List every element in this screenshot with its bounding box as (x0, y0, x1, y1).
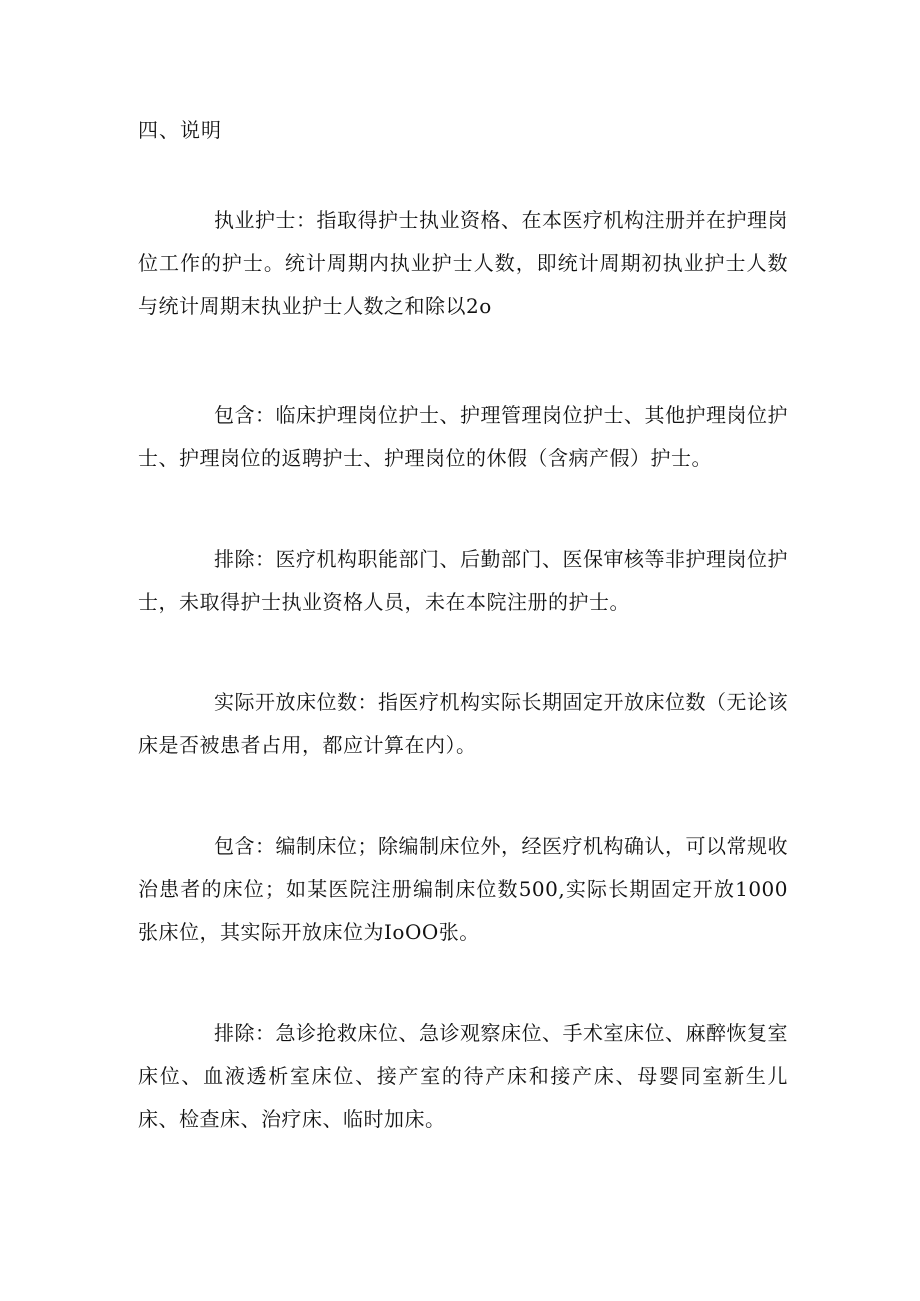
paragraph-beds-exclusion: 排除：急诊抢救床位、急诊观察床位、手术室床位、麻醉恢复室床位、血液透析室床位、接产室的待产床和接产床、母婴同室新生儿床、检查床、治疗床、临时加床。 (138, 1021, 788, 1131)
paragraph-licensed-nurse-definition: 执业护士：指取得护士执业资格、在本医疗机构注册并在护理岗位工作的护士。统计周期内执业护士人数，即统计周期初执业护士人数与统计周期末执业护士人数之和除以2o (138, 208, 788, 318)
paragraph-nurse-exclusion: 排除：医疗机构职能部门、后勤部门、医保审核等非护理岗位护士，未取得护士执业资格人员，未在本院注册的护士。 (138, 547, 788, 614)
paragraph-open-beds-definition: 实际开放床位数：指医疗机构实际长期固定开放床位数（无论该床是否被患者占用，都应计算在内）。 (138, 690, 788, 757)
section-heading: 四、说明 (138, 118, 222, 142)
paragraph-beds-inclusion: 包含：编制床位；除编制床位外，经医疗机构确认，可以常规收治患者的床位；如某医院注册编制床位数500,实际长期固定开放1000张床位，其实际开放床位为IoOO张。 (138, 834, 788, 944)
paragraph-nurse-inclusion: 包含：临床护理岗位护士、护理管理岗位护士、其他护理岗位护士、护理岗位的返聘护士、护理岗位的休假（含病产假）护士。 (138, 403, 788, 470)
